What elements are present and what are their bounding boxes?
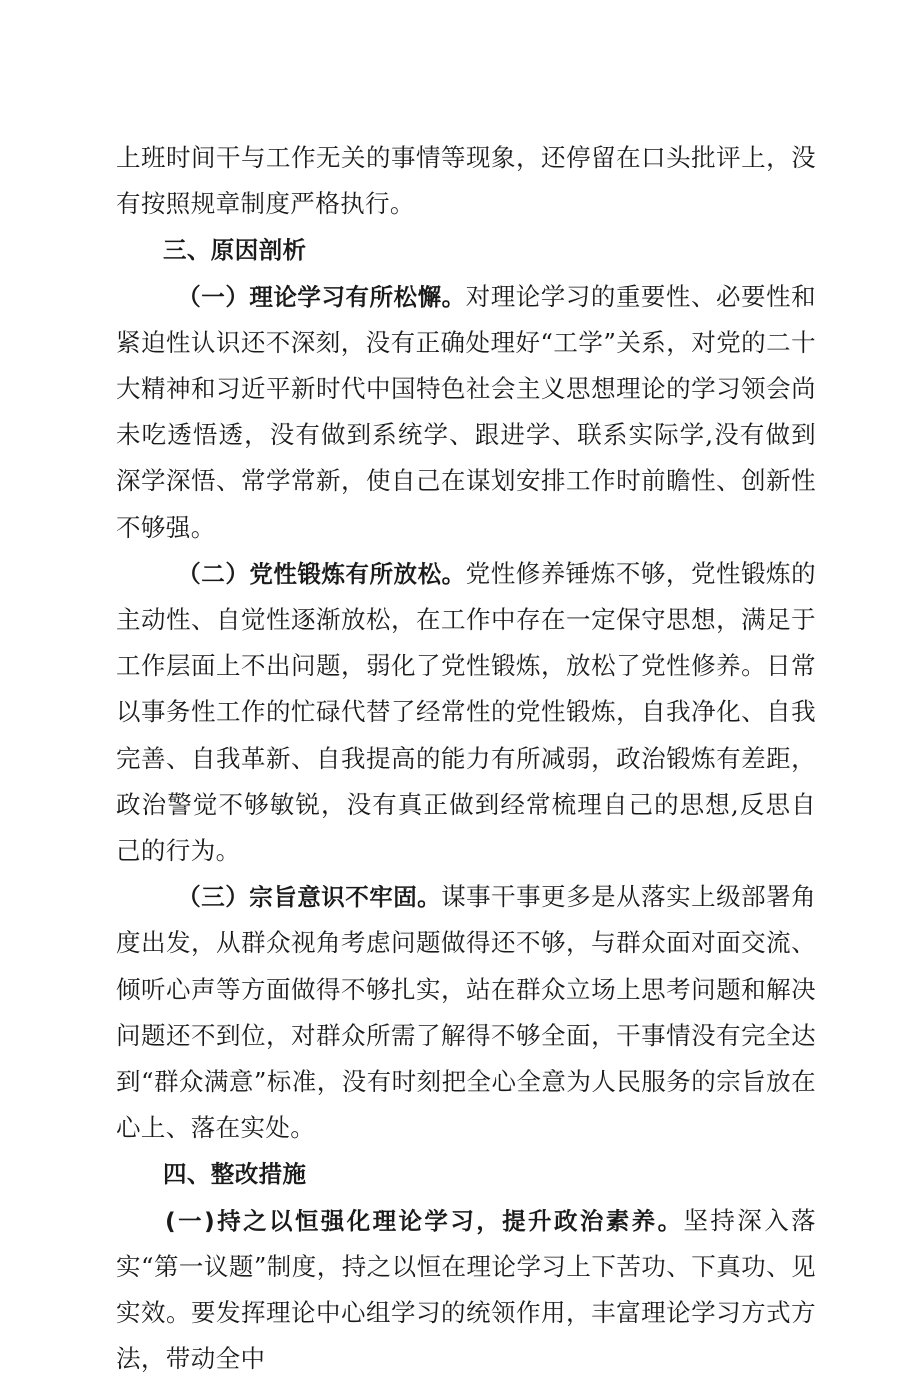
paragraph-lead: (一)持之以恒强化理论学习，提升政治素养。 bbox=[165, 1206, 684, 1235]
continuation-paragraph bbox=[116, 135, 816, 227]
paragraph-strengthen-theory bbox=[116, 1198, 816, 1382]
paragraph-text: 党性修养锤炼不够，党性锻炼的主动性、自觉性逐渐放松，在工作中存在一定保守思想，满足于工作层面上不出问题，弱化了党性锻炼，放松了党性修养。日常以事务性工作的忙碌代替了经常性的党性锻炼，自我净化、自我完善、自我革新、自我提高的能力有所减弱，政治锻炼有差距，政治警觉不够敏锐，没有真正做到经常梳理自己的思想,反思自己的行为。 bbox=[116, 558, 816, 866]
paragraph-lead: （二）党性锻炼有所放松。 bbox=[177, 559, 466, 588]
paragraph-lead: （一）理论学习有所松懈。 bbox=[177, 282, 466, 311]
paragraph-party-spirit bbox=[116, 551, 816, 874]
paragraph-text: 对理论学习的重要性、必要性和紧迫性认识还不深刻，没有正确处理好“工学”关系，对党的二十大精神和习近平新时代中国特色社会主义思想理论的学习领会尚未吃透悟透，没有做到系统学、跟进学、联系实际学,没有做到深学深悟、常学常新，使自己在谋划安排工作时前瞻性、创新性不够强。 bbox=[116, 281, 816, 542]
paragraph-text: 谋事干事更多是从落实上级部署角度出发，从群众视角考虑问题做得还不够，与群众面对面交流、倾听心声等方面做得不够扎实，站在群众立场上思考问题和解决问题还不到位，对群众所需了解得不够全面，干事情没有完全达到“群众满意”标准，没有时刻把全心全意为人民服务的宗旨放在心上、落在实处。 bbox=[116, 882, 816, 1143]
paragraph-theory-study bbox=[116, 274, 816, 551]
section-heading-cause-analysis: 三、原因剖析 bbox=[163, 236, 307, 265]
section-heading-rectification: 四、整改措施 bbox=[163, 1160, 307, 1189]
paragraph-purpose-awareness bbox=[116, 874, 816, 1151]
paragraph-text: 上班时间干与工作无关的事情等现象，还停留在口头批评上，没有按照规章制度严格执行。 bbox=[116, 143, 816, 219]
paragraph-lead: （三）宗旨意识不牢固。 bbox=[177, 883, 442, 912]
document-body bbox=[116, 135, 816, 1382]
paragraph-text: 坚持深入落实“第一议题”制度，持之以恒在理论学习上下苦功、下真功、见实效。要发挥理论中心组学习的统领作用，丰富理论学习方式方法，带动全中 bbox=[116, 1205, 817, 1374]
